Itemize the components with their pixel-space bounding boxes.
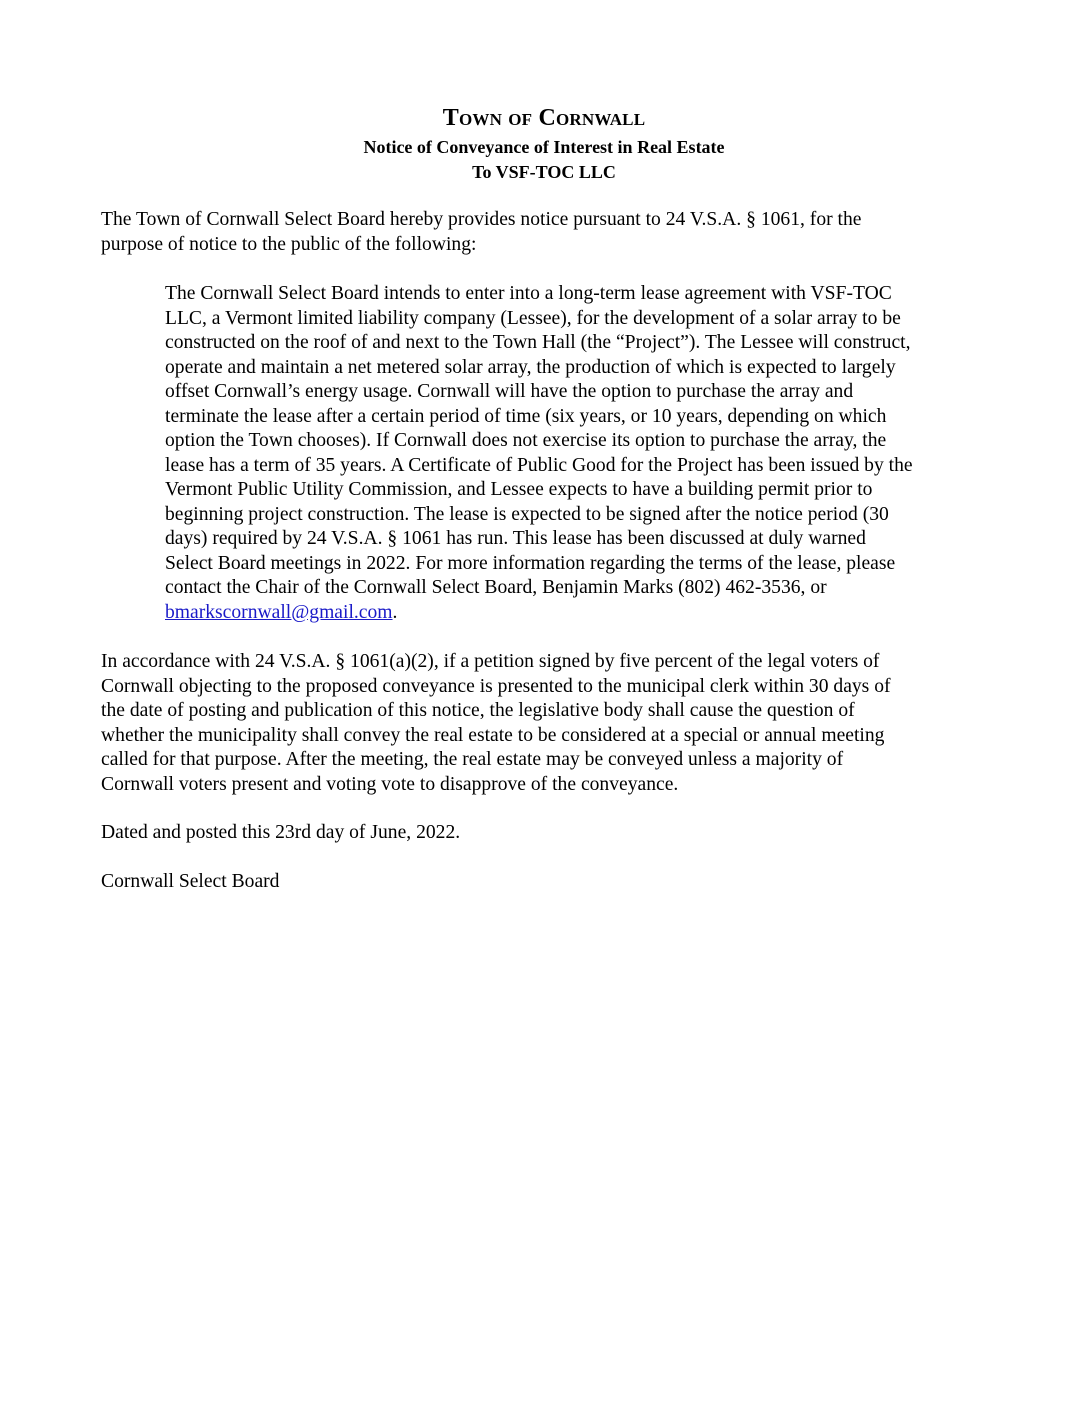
intro-paragraph [101, 208, 961, 257]
notice-line: offset Cornwall’s energy usage. Cornwall will have the option to purchase the array and [165, 381, 854, 402]
notice-line: days) required by 24 V.S.A. § 1061 has run. This lease has been discussed at duly warned [165, 528, 866, 549]
notice-line: LLC, a Vermont limited liability company (Lessee), for the development of a solar array to be [165, 307, 901, 329]
email-suffix: . [392, 601, 398, 623]
notice-line: contact the Chair of the Cornwall Select Board, Benjamin Marks (802) 462-3536, or [165, 577, 827, 598]
petition-line: Cornwall objecting to the proposed conveyance is presented to the municipal clerk within 30 days of [101, 675, 891, 697]
petition-line: the date of posting and publication of this notice, the legislative body shall cause the question of [101, 700, 855, 721]
notice-line: operate and maintain a net metered solar array, the production of which is expected to largely [165, 356, 896, 378]
notice-subtitle: Notice of Conveyance of Interest in Real Estate [363, 137, 725, 157]
intro-line: The Town of Cornwall Select Board hereby provides notice pursuant to 24 V.S.A. § 1061, for the [101, 209, 862, 230]
recipient-subtitle: To VSF-TOC LLC [472, 162, 616, 182]
notice-line: option the Town chooses). If Cornwall does not exercise its option to purchase the array, the [165, 430, 887, 451]
lease-notice-paragraph [165, 282, 995, 625]
petition-line: In accordance with 24 V.S.A. § 1061(a)(2), if a petition signed by five percent of the legal voters of [101, 651, 880, 672]
notice-line: terminate the lease after a certain period of time (six years, or 10 years, depending on which [165, 405, 887, 427]
notice-line: beginning project construction. The lease is expected to be signed after the notice period (30 [165, 503, 889, 525]
email-link[interactable]: bmarkscornwall@gmail.com [165, 601, 393, 623]
petition-line: called for that purpose. After the meeting, the real estate may be conveyed unless a majority of [101, 749, 844, 770]
petition-line: whether the municipality shall convey the real estate to be considered at a special or annual meeting [101, 724, 885, 746]
notice-line: Vermont Public Utility Commission, and Lessee expects to have a building permit prior to [165, 479, 873, 500]
signoff: Cornwall Select Board [101, 871, 280, 892]
notice-line: The Cornwall Select Board intends to enter into a long-term lease agreement with VSF-TOC [165, 283, 892, 304]
petition-paragraph [101, 650, 971, 797]
page-title: Town of Cornwall [442, 105, 646, 131]
petition-line: Cornwall voters present and voting vote to disapprove of the conveyance. [101, 773, 679, 795]
notice-line: lease has a term of 35 years. A Certificate of Public Good for the Project has been issued by the [165, 454, 913, 476]
notice-line: Select Board meetings in 2022. For more information regarding the terms of the lease, please [165, 552, 896, 574]
dated-line: Dated and posted this 23rd day of June, 2022. [101, 822, 461, 843]
notice-line: constructed on the roof of and next to the Town Hall (the “Project”). The Lessee will construct, [165, 332, 911, 353]
email-line [165, 601, 995, 626]
intro-line: purpose of notice to the public of the following: [101, 233, 477, 255]
